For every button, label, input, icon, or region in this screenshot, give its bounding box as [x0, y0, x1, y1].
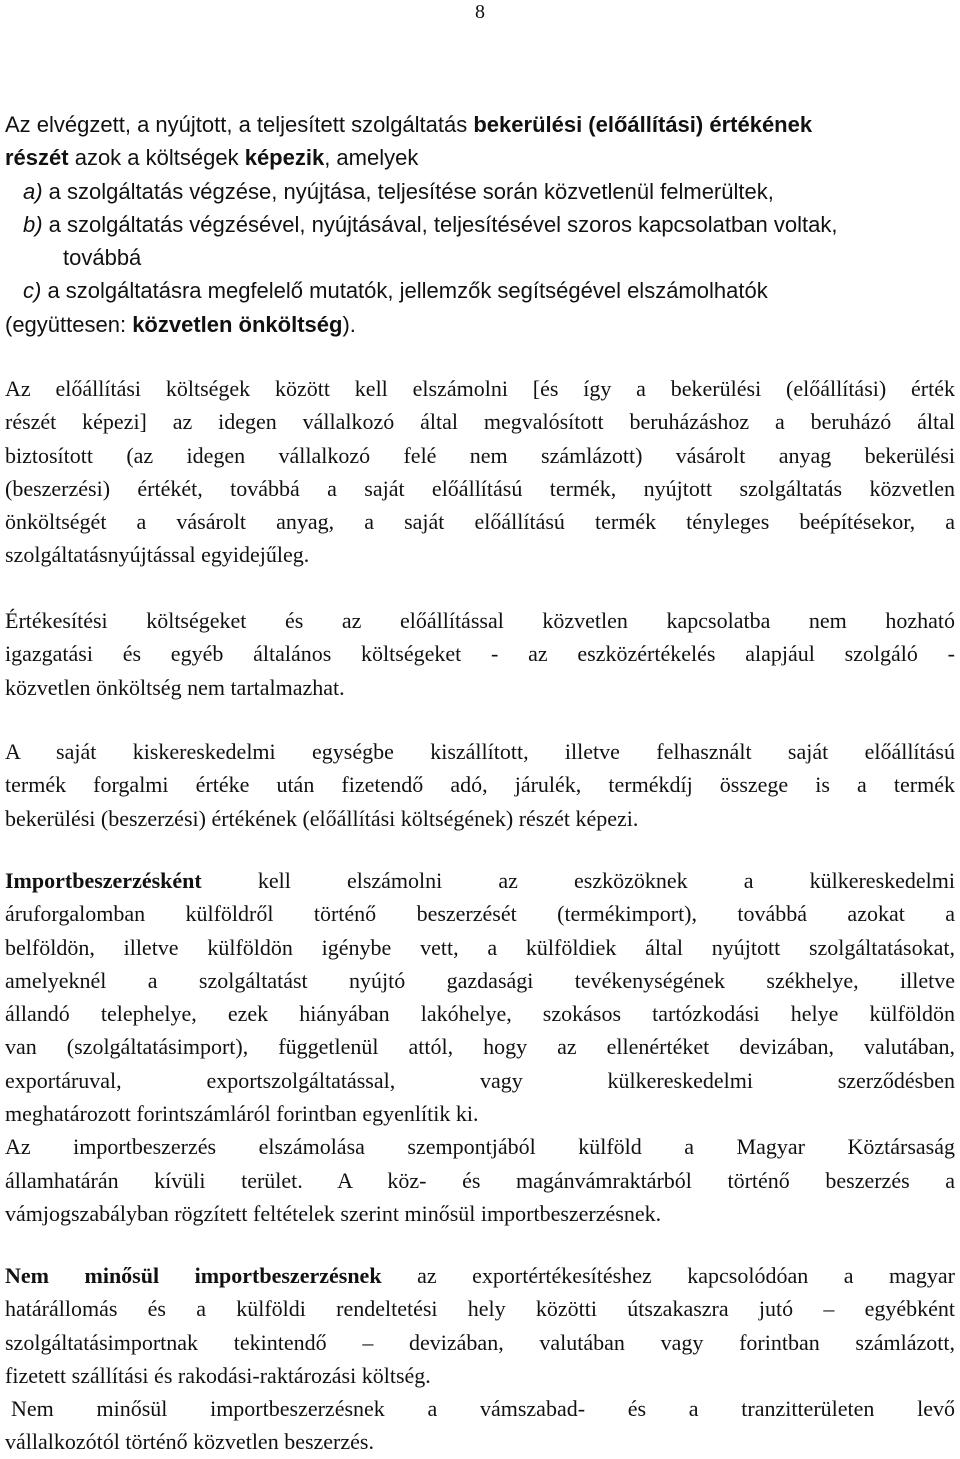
paragraph-line: határállomás és a külföldi rendeltetési hely közötti útszakaszra jutó – egyébként: [5, 1296, 955, 1322]
list-item-text: a szolgáltatás végzésével, nyújtásával, teljesítésével szoros kapcsolatban voltak,: [42, 211, 838, 237]
paragraph-line: exportáruval, exportszolgáltatással, vagy külkereskedelmi szerződésben: [5, 1067, 955, 1093]
list-marker: a): [23, 178, 43, 204]
intro-bold-term: részét: [5, 145, 69, 171]
paragraph-line: Nem minősül importbeszerzésnek a vámszabad- és a tranzitterületen levő: [11, 1396, 955, 1422]
intro-bold-term: képezik: [244, 145, 325, 171]
paragraph-sales-costs: [5, 604, 955, 704]
paragraph-line: bekerülési (beszerzési) értékének (előállítási költségének) részét képezi.: [5, 805, 639, 831]
paragraph-line: fizetett szállítási és rakodási-raktározási költség.: [5, 1362, 431, 1388]
paragraph-line: [5, 864, 955, 897]
paragraph-line: amelyeknél a szolgáltatást nyújtó gazdasági tevékenységének székhelye, illetve: [5, 967, 955, 993]
intro-bold-term: közvetlen önköltség: [132, 311, 343, 337]
paragraph-line: vállalkozótól történő közvetlen beszerzés.: [5, 1429, 374, 1455]
paragraph-import-purchase: [5, 864, 955, 1230]
paragraph-line: vámjogszabályban rögzített feltételek szerint minősül importbeszerzésnek.: [5, 1200, 662, 1226]
paragraph-text: az exportértékesítéshez kapcsolódóan a magyar: [381, 1263, 955, 1288]
list-marker: c): [23, 278, 42, 304]
list-item-text: a szolgáltatásra megfelelő mutatók, jellemzők segítségével elszámolhatók: [41, 278, 768, 304]
list-item-b: [5, 208, 955, 241]
paragraph-line: van (szolgáltatásimport), függetlenül attól, hogy az ellenértéket devizában, valutában,: [5, 1034, 955, 1060]
intro-section: [5, 108, 955, 341]
intro-line-1: [5, 108, 955, 141]
paragraph-line: Az előállítási költségek között kell elszámolni [és így a bekerülési (előállítási) érték: [5, 376, 955, 401]
intro-text: Az elvégzett, a nyújtott, a teljesített szolgáltatás: [5, 112, 474, 137]
paragraph-bold-term: Nem minősül importbeszerzésnek: [5, 1263, 382, 1288]
paragraph-line: Az importbeszerzés elszámolása szempontjából külföld a Magyar Köztársaság: [5, 1134, 955, 1160]
paragraph-line: államhatárán kívüli terület. A köz- és magánvámraktárból történő beszerzés a: [5, 1167, 955, 1193]
paragraph-line: önköltségét a vásárolt anyag, a saját előállítású termék tényleges beépítésekor, a: [5, 509, 955, 535]
paragraph-line: áruforgalomban külföldről történő beszerzését (termékimport), továbbá azokat a: [5, 901, 955, 927]
intro-line-summary: [5, 308, 955, 341]
intro-text: (együttesen:: [5, 311, 133, 337]
list-item-b-continuation: [5, 241, 955, 274]
intro-text: azok a költségek: [68, 145, 245, 171]
paragraph-line: (beszerzési) értékét, továbbá a saját előállítású termék, nyújtott szolgáltatás közvetlen: [5, 475, 955, 501]
list-marker: b): [23, 211, 43, 237]
intro-bold-term: bekerülési (előállítási) értékének: [473, 112, 813, 137]
page-number: 8: [475, 1, 485, 23]
paragraph-line: szolgáltatásnyújtással egyidejűleg.: [5, 542, 310, 568]
paragraph-line: részét képezi] az idegen vállalkozó által megvalósított beruházáshoz a beruházó által: [5, 409, 955, 435]
paragraph-line: igazgatási és egyéb általános költségeket - az eszközértékelés alapjául szolgáló -: [5, 641, 955, 667]
paragraph-text: kell elszámolni az eszközöknek a külkereskedelmi: [201, 868, 955, 893]
intro-text: , amelyek: [324, 145, 419, 171]
paragraph-retail-unit: [5, 735, 955, 835]
list-item-text: továbbá: [63, 245, 142, 271]
paragraph-line: [5, 1259, 955, 1292]
list-item-text: a szolgáltatás végzése, nyújtása, teljesítése során közvetlenül felmerültek,: [42, 178, 774, 204]
paragraph-bold-term: Importbeszerzésként: [5, 868, 202, 893]
intro-line-2: [5, 141, 955, 174]
paragraph-line: Értékesítési költségeket és az előállítással közvetlen kapcsolatba nem hozható: [5, 608, 955, 633]
paragraph-line: A saját kiskereskedelmi egységbe kiszállított, illetve felhasznált saját előállítású: [5, 739, 955, 764]
list-item-a: [5, 175, 955, 208]
paragraph-line: belföldön, illetve külföldön igénybe vett, a külföldiek által nyújtott szolgáltatásokat,: [5, 934, 955, 960]
paragraph-line: termék forgalmi értéke után fizetendő adó, járulék, termékdíj összege is a termék: [5, 772, 955, 798]
intro-text: ).: [342, 311, 356, 337]
paragraph-line: biztosított (az idegen vállalkozó felé nem számlázott) vásárolt anyag bekerülési: [5, 442, 955, 468]
paragraph-not-import: [5, 1259, 955, 1459]
paragraph-line: közvetlen önköltség nem tartalmazhat.: [5, 674, 345, 700]
list-item-c: [5, 274, 955, 307]
paragraph-line: meghatározott forintszámláról forintban egyenlítik ki.: [5, 1101, 479, 1127]
paragraph-production-costs: [5, 372, 955, 572]
paragraph-line: szolgáltatásimportnak tekintendő – devizában, valutában vagy forintban számlázott,: [5, 1329, 955, 1355]
paragraph-line: állandó telephelye, ezek hiányában lakóhelye, szokásos tartózkodási helye külföldön: [5, 1001, 955, 1027]
